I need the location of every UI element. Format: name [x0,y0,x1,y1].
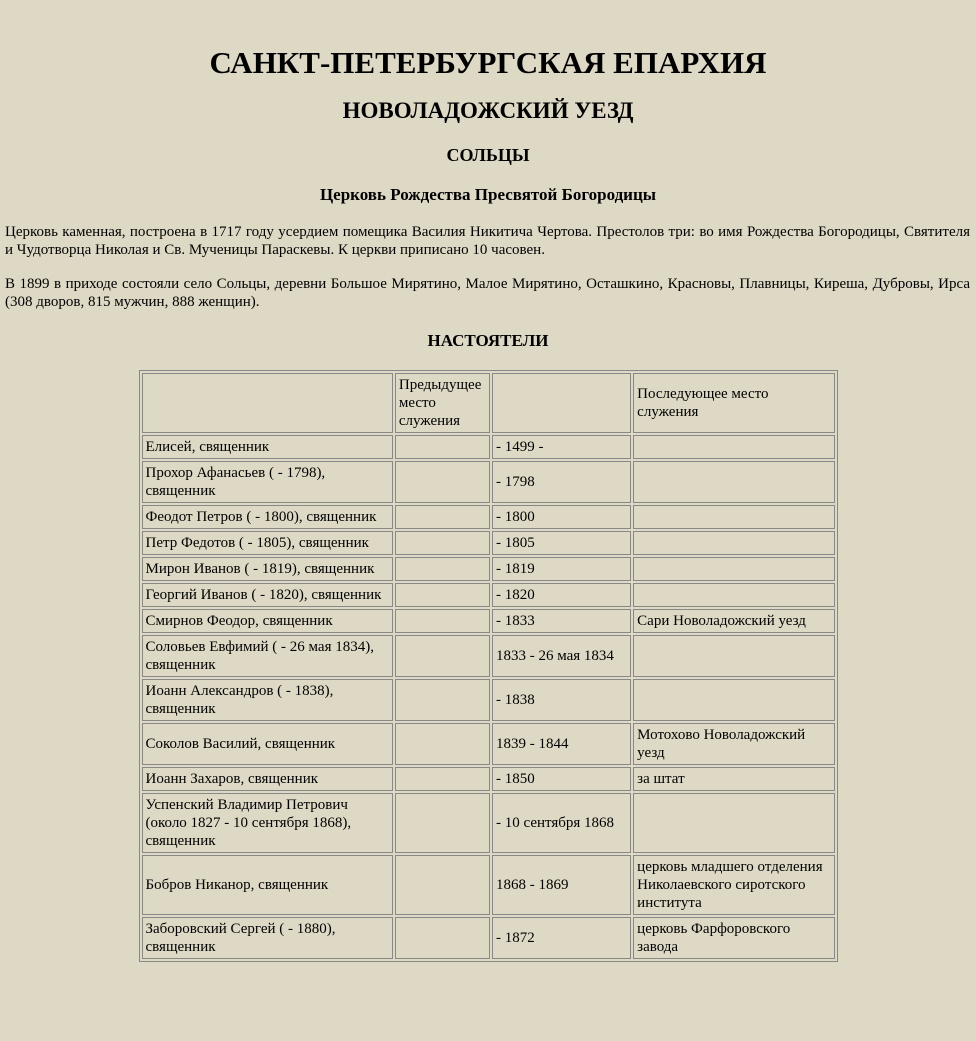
parish-paragraph: В 1899 в приходе состояли село Сольцы, деревни Большое Мирятино, Малое Мирятино, Осташкино, Красновы, Плавницы, Киреша, Дубровы, Ирса (308 дворов, 815 мужчин, 888 женщин). [5,276,970,310]
cell-dates: - 10 сентября 1868 [492,793,631,853]
table-row [142,461,835,503]
church-title: Церковь Рождества Пресвятой Богородицы [319,185,657,204]
table-row [142,505,835,529]
cell-next: за штат [633,767,834,791]
cell-name: Мирон Иванов ( - 1819), священник [142,557,393,581]
cell-dates: 1833 - 26 мая 1834 [492,635,631,677]
cell-next: Сари Новоладожский уезд [633,609,834,633]
cell-previous [395,461,490,503]
cell-next [633,679,834,721]
header-cell-previous: Предыдущее место служения [395,373,490,433]
cell-next [633,531,834,555]
table-row [142,917,835,959]
table-row [142,767,835,791]
table-row [142,583,835,607]
cell-next [633,435,834,459]
cell-name: Георгий Иванов ( - 1820), священник [142,583,393,607]
cell-next [633,557,834,581]
cell-next [633,793,834,853]
table-row [142,435,835,459]
cell-previous [395,793,490,853]
cell-name: Петр Федотов ( - 1805), священник [142,531,393,555]
cell-next: церковь младшего отделения Николаевского сиротского института [633,855,834,915]
cell-previous [395,609,490,633]
cell-previous [395,583,490,607]
cell-name: Феодот Петров ( - 1800), священник [142,505,393,529]
eparchy-title: САНКТ-ПЕТЕРБУРГСКАЯ ЕПАРХИЯ [209,45,767,80]
table-row [142,679,835,721]
cell-name: Бобров Никанор, священник [142,855,393,915]
header-cell-next: Последующее место служения [633,373,834,433]
cell-name: Соколов Василий, священник [142,723,393,765]
cell-dates: 1868 - 1869 [492,855,631,915]
cell-previous [395,767,490,791]
cell-previous [395,505,490,529]
cell-dates: - 1805 [492,531,631,555]
cell-name: Иоанн Захаров, священник [142,767,393,791]
cell-previous [395,531,490,555]
cell-previous [395,679,490,721]
cell-name: Елисей, священник [142,435,393,459]
cell-next: церковь Фарфоровского завода [633,917,834,959]
cell-previous [395,557,490,581]
table-row [142,793,835,853]
header-cell-name [142,373,393,433]
cell-name: Смирнов Феодор, священник [142,609,393,633]
clergy-table [139,370,838,962]
table-row [142,855,835,915]
cell-name: Иоанн Александров ( - 1838), священник [142,679,393,721]
table-row [142,557,835,581]
cell-previous [395,723,490,765]
section-title: НАСТОЯТЕЛИ [427,331,549,350]
cell-dates: - 1798 [492,461,631,503]
cell-dates: 1839 - 1844 [492,723,631,765]
cell-name: Успенский Владимир Петрович (около 1827 - 10 сентября 1868), священник [142,793,393,853]
cell-dates: - 1833 [492,609,631,633]
cell-previous [395,917,490,959]
cell-next [633,583,834,607]
cell-name: Соловьев Евфимий ( - 26 мая 1834), священник [142,635,393,677]
cell-next [633,505,834,529]
table-header-row [142,373,835,433]
cell-dates: - 1819 [492,557,631,581]
cell-previous [395,855,490,915]
table-row [142,723,835,765]
cell-previous [395,635,490,677]
cell-previous [395,435,490,459]
table-row [142,531,835,555]
header-cell-dates [492,373,631,433]
cell-next [633,635,834,677]
table-row [142,609,835,633]
cell-dates: - 1820 [492,583,631,607]
cell-name: Заборовский Сергей ( - 1880), священник [142,917,393,959]
description-paragraph: Церковь каменная, построена в 1717 году усердием помещика Василия Никитича Чертова. Престолов три: во имя Рождества Богородицы, Святителя и Чудотворца Николая и Св. Мученицы Параскевы. К церкви приписано 10 часовен. [5,224,970,258]
cell-next: Мотохово Новоладожский уезд [633,723,834,765]
cell-dates: - 1838 [492,679,631,721]
table-row [142,635,835,677]
cell-dates: - 1872 [492,917,631,959]
uezd-title: НОВОЛАДОЖСКИЙ УЕЗД [342,98,634,123]
cell-next [633,461,834,503]
cell-dates: - 1850 [492,767,631,791]
village-title: СОЛЬЦЫ [446,145,530,165]
cell-dates: - 1499 - [492,435,631,459]
cell-name: Прохор Афанасьев ( - 1798), священник [142,461,393,503]
cell-dates: - 1800 [492,505,631,529]
